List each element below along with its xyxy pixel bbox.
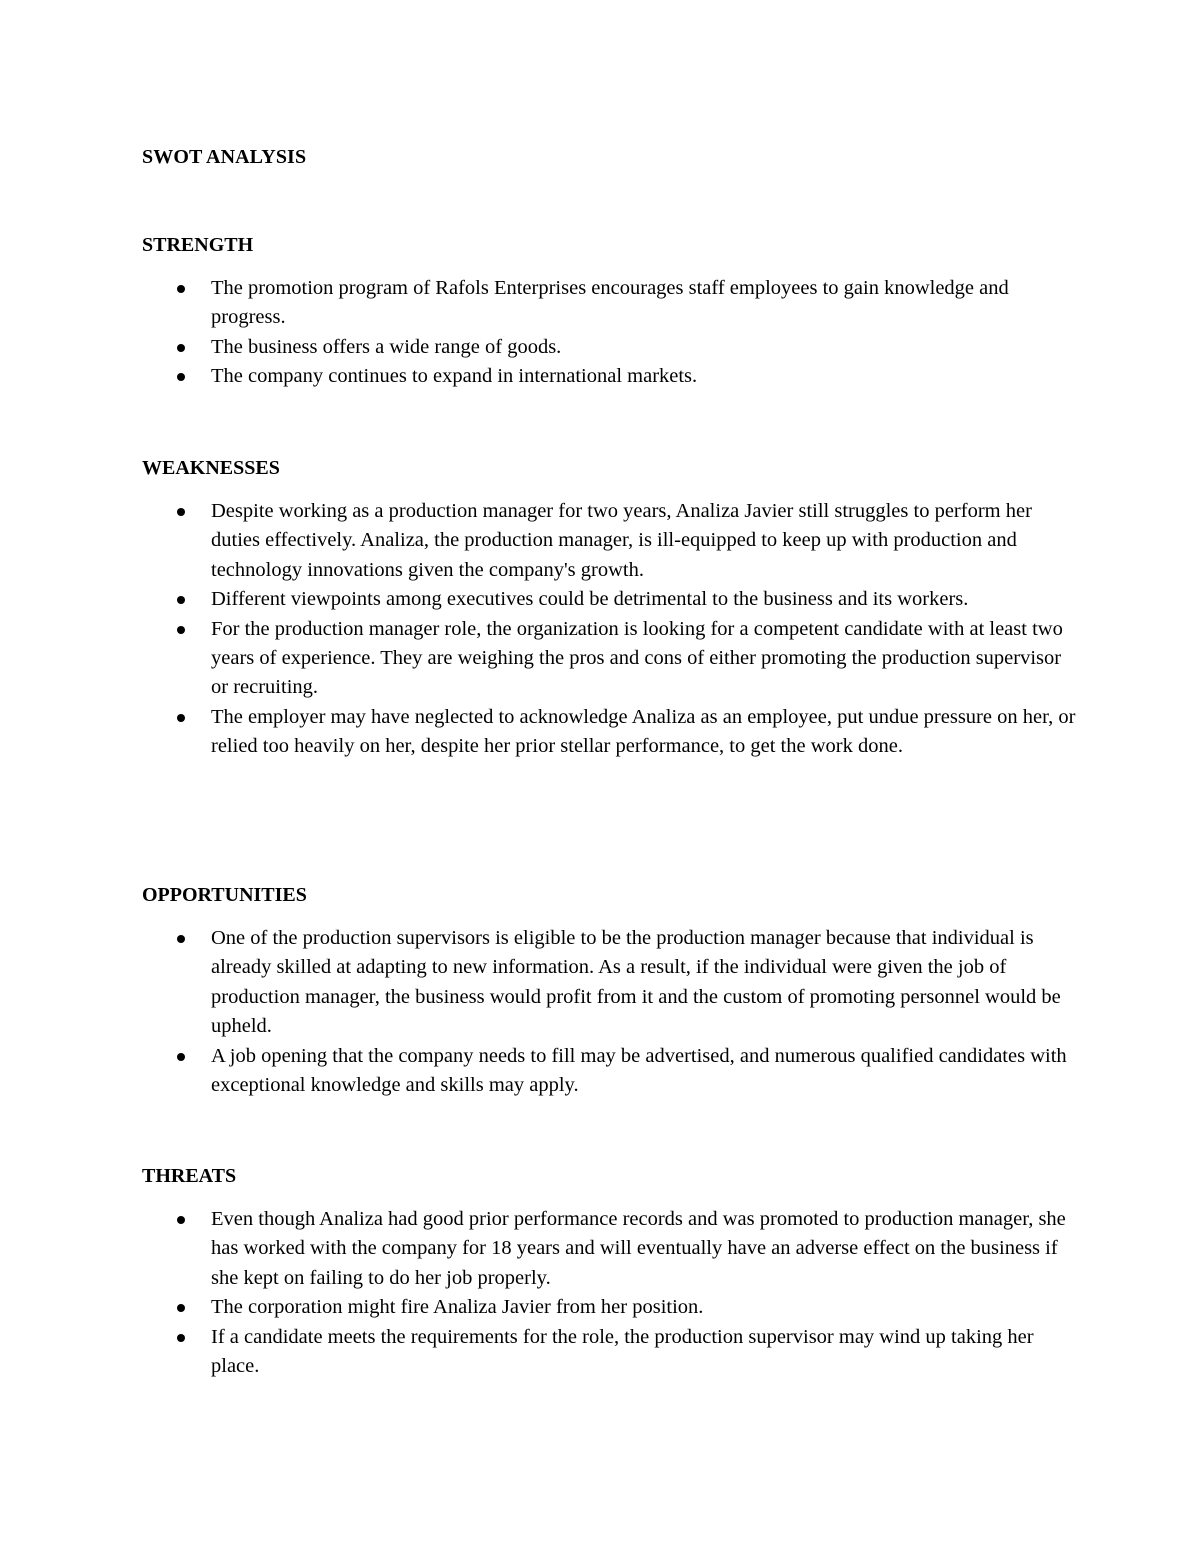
threats-item [142,1205,1082,1293]
opportunities-item-text: One of the production supervisors is eligible to be the production manager because that individual is already skilled at adapting to new information. As a result, if the individual were given the job of production manager, the business would profit from it and the custom of promoting personnel would be upheld. [211,927,1061,1038]
threats-list [142,1205,1082,1381]
opportunities-heading: OPPORTUNITIES [142,884,307,906]
threats-item-text: Even though Analiza had good prior performance records and was promoted to production manager, she has worked with the company for 18 years and will eventually have an adverse effect on the business if she kept on failing to do her job properly. [211,1208,1066,1289]
weaknesses-item-text: Different viewpoints among executives could be detrimental to the business and its workers. [211,588,969,611]
strength-item-text: The promotion program of Rafols Enterprises encourages staff employees to gain knowledge and progress. [211,277,1009,329]
weaknesses-item [142,497,1082,585]
bullet-icon [177,508,185,516]
strength-item [142,333,1082,362]
bullet-icon [177,373,185,381]
opportunities-item [142,1042,1082,1101]
threats-item [142,1323,1082,1382]
weaknesses-heading: WEAKNESSES [142,457,280,479]
strength-section [142,232,1082,392]
weaknesses-item [142,615,1082,703]
bullet-icon [177,596,185,604]
strength-heading: STRENGTH [142,234,254,256]
opportunities-list [142,924,1082,1100]
threats-section [142,1163,1082,1381]
bullet-icon [177,344,185,352]
strength-list [142,274,1082,392]
weaknesses-section [142,455,1082,762]
bullet-icon [177,714,185,722]
weaknesses-list [142,497,1082,762]
strength-item-text: The business offers a wide range of goods. [211,335,562,358]
threats-item-text: The corporation might fire Analiza Javier from her position. [211,1296,704,1319]
bullet-icon [177,1216,185,1224]
bullet-icon [177,626,185,634]
opportunities-item-text: A job opening that the company needs to fill may be advertised, and numerous qualified candidates with exceptional knowledge and skills may apply. [211,1044,1067,1097]
weaknesses-item [142,585,1082,614]
bullet-icon [177,1334,185,1342]
threats-item-text: If a candidate meets the requirements for the role, the production supervisor may wind up taking her place. [211,1325,1034,1378]
document-title: SWOT ANALYSIS [142,146,307,168]
opportunities-item [142,924,1082,1042]
bullet-icon [177,935,185,943]
strength-item [142,274,1082,333]
weaknesses-item [142,703,1082,762]
opportunities-section [142,882,1082,1100]
weaknesses-item-text: For the production manager role, the organization is looking for a competent candidate with at least two years of experience. They are weighing the pros and cons of either promoting the production supervisor or recruiting. [211,617,1063,699]
strength-item [142,362,1082,391]
bullet-icon [177,1053,185,1061]
threats-item [142,1293,1082,1322]
bullet-icon [177,1304,185,1312]
weaknesses-item-text: Despite working as a production manager for two years, Analiza Javier still struggles to perform her duties effectively. Analiza, the production manager, is ill-equipped to keep up with production and technology innovations given the company's growth. [211,500,1032,581]
weaknesses-item-text: The employer may have neglected to acknowledge Analiza as an employee, put undue pressure on her, or relied too heavily on her, despite her prior stellar performance, to get the work done. [211,705,1076,758]
bullet-icon [177,285,185,293]
threats-heading: THREATS [142,1165,237,1187]
strength-item-text: The company continues to expand in international markets. [211,365,698,388]
